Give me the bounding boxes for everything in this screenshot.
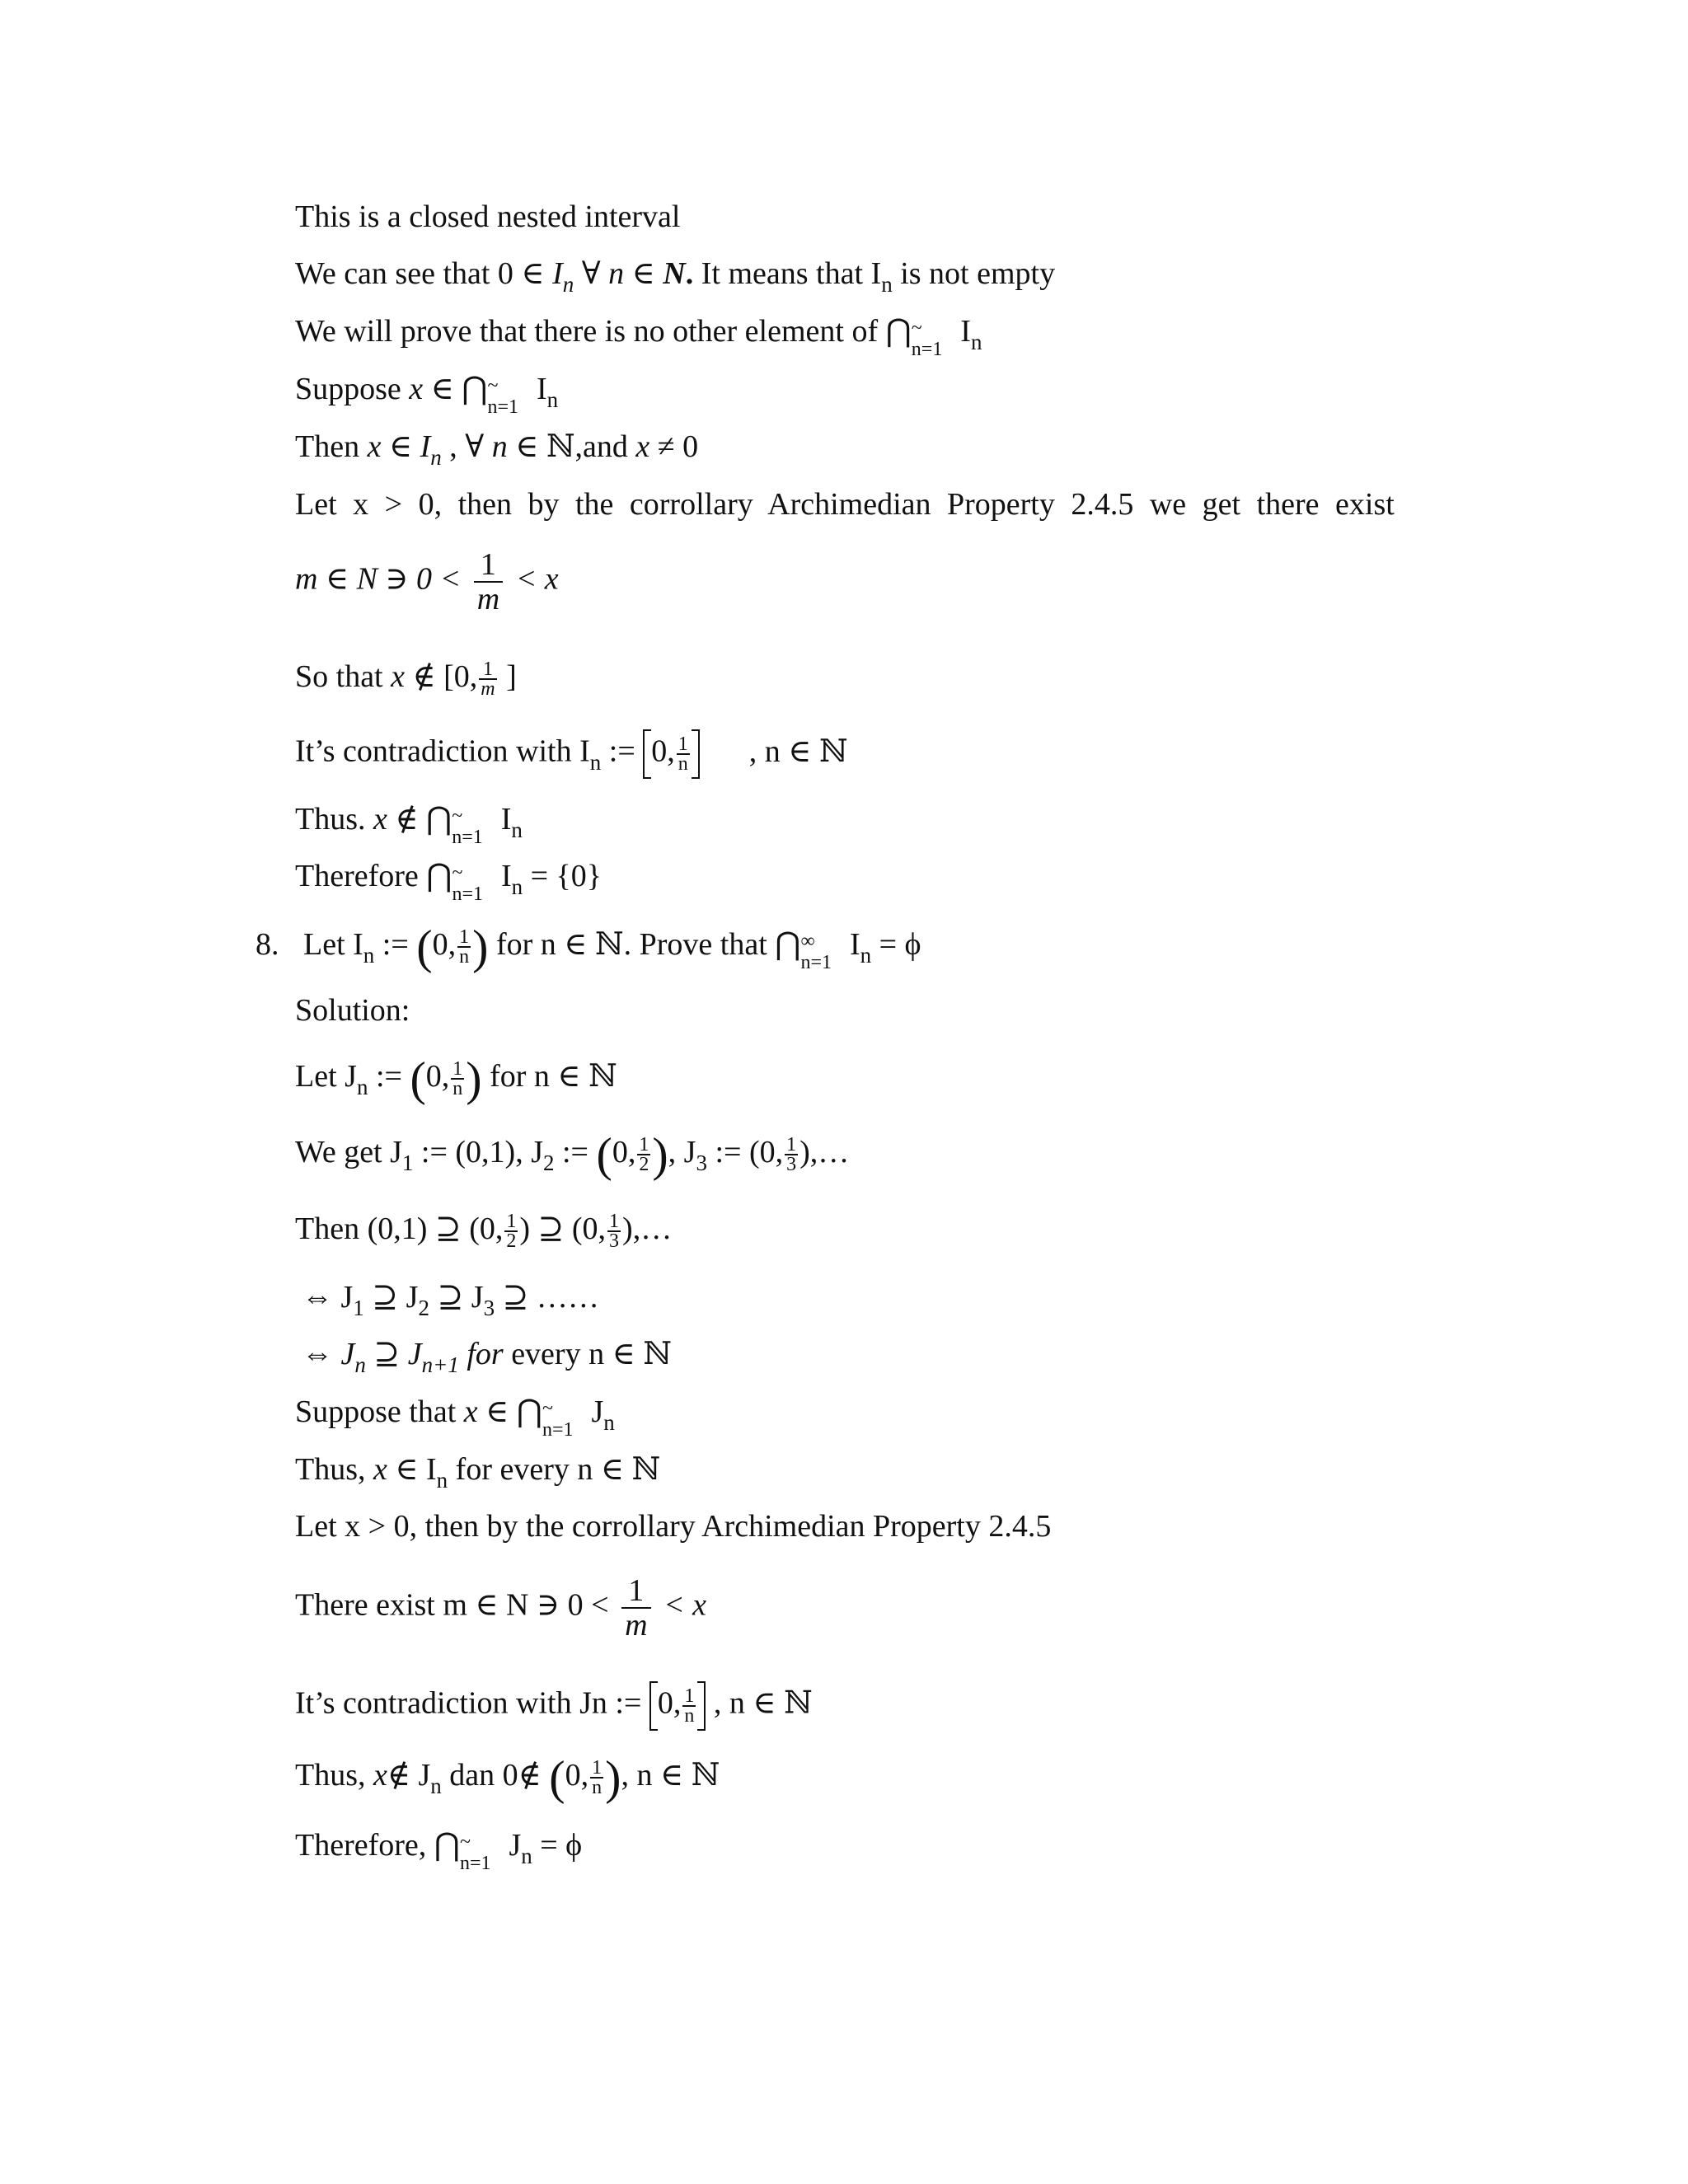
text-line-10: Thus. x ∉ ⋂ ~ n=1 $I_n$ xyxy=(295,802,523,849)
text-line-15: We get $J_1$ := (0,1), $J_2$ := (0, $\frac{1}{2}$ ), $J_3$ := (0, $\frac{1}{3}$ ),… xyxy=(295,1127,850,1182)
text-line-8: So that x ∉ [0, $\frac{1}{m}$ ] xyxy=(295,658,517,701)
text-line-1: This is a closed nested interval xyxy=(295,199,681,234)
text-line-11: Therefore ⋂ ~ n=1 $I_n = \{0\}$ xyxy=(295,859,603,906)
text-line-17: ⇔ $J_1$ ⊇ $J_2$ ⊇ $J_3$ ⊇ …… xyxy=(302,1280,599,1320)
text-line-2: We can see that 0 ∈ $I_n$ ∀ n ∈ N. It means that $I_n$ is not empty xyxy=(295,256,1056,297)
text-line-24: Thus, x∉ $J_n$ dan 0∉ (0, $\frac{1}{n}$ ), n ∈ ℕ xyxy=(295,1750,720,1805)
text-line-19: Suppose that x ∈ ⋂ ~ n=1 $J_n$ xyxy=(295,1394,615,1441)
problem-statement: Let $I_n$ := (0, $\frac{1}{n}$ ) for n ∈ ℕ. Prove that ⋂ ∞ n=1 $I_n = \phi$ xyxy=(303,920,921,974)
text-line-3: We will prove that there is no other element of ⋂ ~ n=1 $I_n$ xyxy=(295,314,982,361)
solution-heading: Solution: xyxy=(295,993,410,1028)
text-line-6: Let x > 0, then by the corrollary Archimedian Property 2.4.5 we get there exist xyxy=(295,487,1395,522)
problem-number: 8. xyxy=(256,927,279,962)
text-line-21: Let x > 0, then by the corrollary Archimedian Property 2.4.5 xyxy=(295,1509,1052,1544)
fraction-1-over-m: $\frac{1}{m}$ xyxy=(474,548,503,616)
text-line-14: Let $J_n$ := (0, $\frac{1}{n}$ ) for n ∈ ℕ xyxy=(295,1052,617,1106)
text-line-23: It’s contradiction with Jn := 0, $\frac{1}{n}$ , n ∈ ℕ xyxy=(295,1681,813,1731)
text-line-20: Thus, x ∈ $I_n$ for every n ∈ ℕ xyxy=(295,1452,661,1493)
text-line-16: Then (0,1) ⊇ (0, $\frac{1}{2}$ ) ⊇ (0, $\frac{1}{3}$ ),… xyxy=(295,1211,673,1253)
text-line-9: It’s contradiction with $I_n$ := 0, $\frac{1}{n}$ , n ∈ ℕ xyxy=(295,729,848,779)
text-line-22: There exist m ∈ N ∋ 0 < $\frac{1}{m}$ < x xyxy=(295,1573,707,1643)
text-line-4: Suppose x ∈ ⋂ ~ n=1 $I_n$ xyxy=(295,372,559,419)
text-line-18: ⇔ $J_n$ ⊇ $J_{n+1}$ for every n ∈ ℕ xyxy=(302,1337,672,1377)
text-line-5: Then x ∈ $I_n$ , ∀ n ∈ ℕ,and x ≠ 0 xyxy=(295,429,699,470)
text-line-7: m ∈ N ∋ 0 < $\frac{1}{m}$ < x xyxy=(295,547,559,616)
text-line-25: Therefore, ⋂ ~ n=1 $J_n = \phi$ xyxy=(295,1828,583,1875)
